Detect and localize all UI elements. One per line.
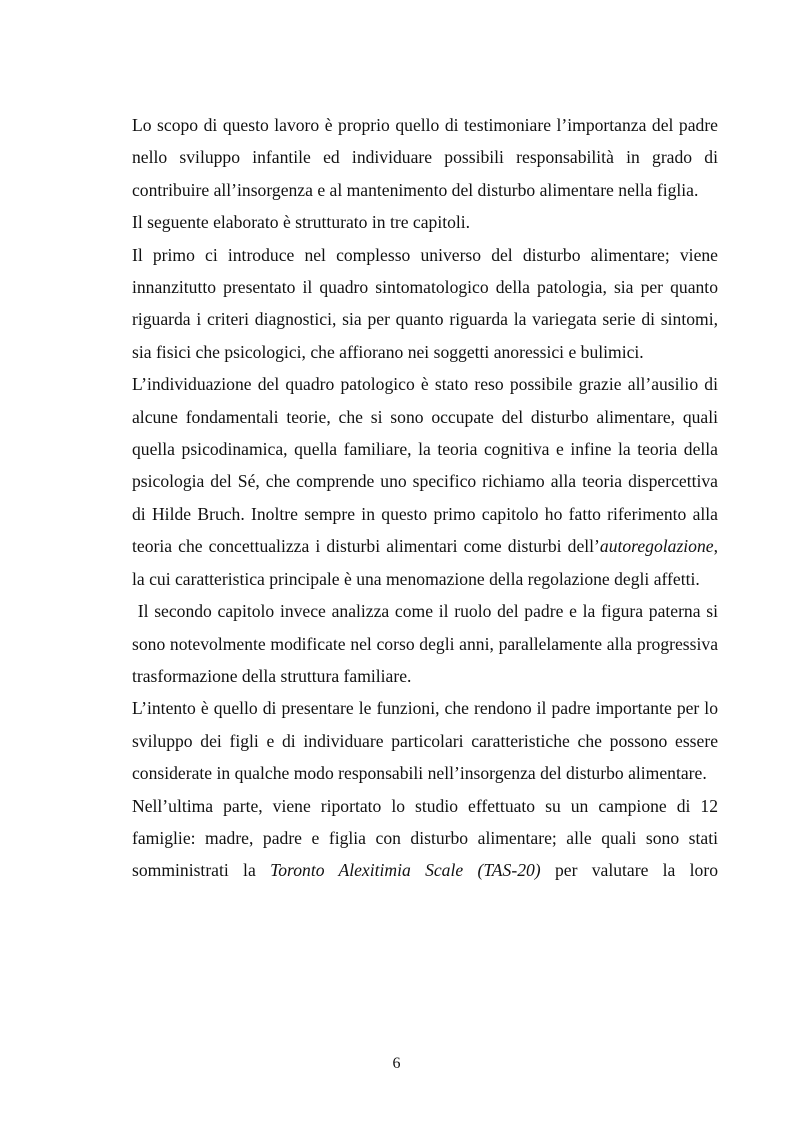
paragraph-text: Il primo ci introduce nel complesso universo del disturbo alimentare; viene innanzitutto presentato il quadro sintomatologico della patologia, sia per quanto riguarda i criteri diagnostici, sia per quanto riguarda la variegata serie di sintomi, sia fisici che psicologici, che affiorano nei soggetti anoressici e bulimici. [132, 244, 718, 362]
italic-term: Toronto Alexitimia Scale (TAS-20) [270, 860, 541, 881]
body-text [132, 109, 718, 887]
paragraph-4 [132, 368, 718, 595]
paragraph-text: L’intento è quello di presentare le funzioni, che rendono il padre importante per lo sviluppo dei figli e di individuare particolari caratteristiche che possono essere considerate in qualche modo responsabili nell’insorgenza del disturbo alimentare. [132, 698, 718, 784]
paragraph-text: , la cui caratteristica principale è una menomazione della regolazione degli affetti. [132, 536, 718, 589]
paragraph-2 [132, 206, 718, 238]
paragraph-5 [132, 595, 718, 692]
paragraph-3 [132, 239, 718, 369]
paragraph-7 [132, 790, 718, 887]
italic-term: autoregolazione [599, 536, 714, 557]
paragraph-text: Il secondo capitolo invece analizza come il ruolo del padre e la figura paterna si sono notevolmente modificate nel corso degli anni, parallelamente alla progressiva trasformazione della struttura familiare. [132, 601, 718, 686]
paragraph-text: Il seguente elaborato è strutturato in tre capitoli. [132, 212, 471, 233]
paragraph-text: per valutare la loro [540, 860, 719, 881]
paragraph-6 [132, 692, 718, 789]
paragraph-text: L’individuazione del quadro patologico è stato reso possibile grazie all’ausilio di alcune fondamentali teorie, che si sono occupate del disturbo alimentare, quali quella psicodinamica, quella familiare, la teoria cognitiva e infine la teoria della psicologia del Sé, che comprende uno specifico richiamo alla teoria dispercettiva di Hilde Bruch. Inoltre sempre in questo primo capitolo ho fatto riferimento alla teoria che concettualizza i disturbi alimentari come disturbi dell’ [132, 374, 718, 557]
paragraph-text: Nell’ultima parte, viene riportato lo studio effettuato su un campione di 12 famiglie: madre, padre e figlia con disturbo alimentare; alle quali sono stati somministrati la [132, 795, 718, 881]
page-number: 6 [392, 1055, 401, 1072]
paragraph-1 [132, 109, 718, 206]
paragraph-text: Lo scopo di questo lavoro è proprio quello di testimoniare l’importanza del padre nello sviluppo infantile ed individuare possibili responsabilità in grado di contribuire all’insorgenza e al mantenimento del disturbo alimentare nella figlia. [132, 115, 718, 200]
